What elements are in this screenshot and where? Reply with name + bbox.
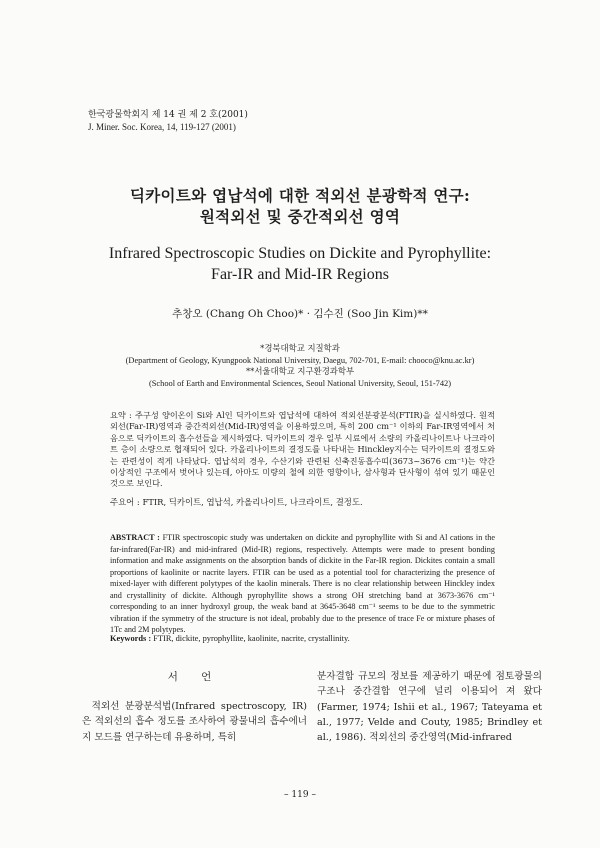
body-column-right	[317, 669, 542, 745]
introduction-paragraph-left: 적외선 분광분석법(Infrared spectroscopy, IR)은 적외선의 흡수 정도를 조사하여 광물내의 흡수에너지 모드를 연구하는데 유용하며, 특히	[82, 701, 307, 743]
english-abstract-text: FTIR spectroscopic study was undertaken on dickite and pyrophyllite with Si and Al cations in the far-infrared(Far-IR) and mid-infrared (Mid-IR) regions, respectively. Attempts were made to present bonding information and make assignments on the absorption bands of dickite in the Far-IR region. Dickites contain a small proportions of kaolinite or nacrite layers. FTIR can be used as a potential tool for characterizing the presence of mixed-layer with different polytypes of the kaolin minerals. There is no clear relationship between Hinckley index and crystallinity of dickite. Although pyrophyllite shows a strong OH stretching band at 3673-3676 cm⁻¹ corresponding to an inner hydroxyl group, the weak band at 3645-3648 cm⁻¹ seems to be due to the symmetric vibration if the symmetry of the structure is not ideal, probably due to the presence of trace Fe or mixture phases of 1Tc and 2M polytypes.	[110, 533, 496, 634]
affiliation-2-korean: **서울대학교 지구환경과학부	[245, 366, 355, 376]
korean-keywords-label: 주요어 :	[110, 497, 140, 507]
affiliations	[60, 343, 540, 389]
korean-title	[60, 185, 540, 227]
korean-abstract-label: 요약 :	[110, 410, 132, 420]
korean-keywords	[110, 496, 363, 508]
section-title-introduction: 서 언	[167, 671, 222, 683]
page-number: – 119 –	[284, 790, 316, 800]
affiliation-1-korean: *경북대학교 지질학과	[260, 343, 340, 353]
english-keywords-text: FTIR, dickite, pyrophyllite, kaolinite, nacrite, crystallinity.	[153, 634, 350, 643]
introduction-paragraph-right: 분자결합 규모의 정보를 제공하기 때문에 점토광물의 구조나 중간결합 연구에 널리 이용되어 져 왔다(Farmer, 1974; Ishii et al., 1967; Tateyama et al., 1977; Velde and Couty, 1985; Brindley et al., 1986). 적외선의 중간영역(Mid-infrared	[317, 671, 542, 744]
korean-keywords-text: FTIR, 딕카이트, 엽납석, 카올리나이트, 나크라이트, 결정도.	[142, 497, 363, 507]
journal-header	[88, 109, 248, 133]
english-keywords	[110, 634, 350, 643]
english-title	[60, 243, 540, 285]
journal-citation-english: J. Miner. Soc. Korea, 14, 119-127 (2001)	[88, 122, 236, 132]
korean-abstract	[110, 410, 495, 490]
english-abstract	[110, 532, 495, 636]
affiliation-2-english: (School of Earth and Environmental Sciences, Seoul National University, Seoul, 151-742)	[148, 378, 452, 388]
korean-title-line-2: 원적외선 및 중간적외선 영역	[199, 207, 401, 226]
affiliation-1-english: (Department of Geology, Kyungpook National University, Daegu, 702-701, E-mail: chooco@knu.ac.kr)	[125, 355, 475, 365]
korean-abstract-text: 주구성 양이온이 Si와 Al인 딕카이트와 엽납석에 대하여 적외선분광분석(FTIR)을 실시하였다. 원적외선(Far-IR)영역과 중간적외선(Mid-IR)영역을 이용하였으며, 특히 200 cm⁻¹ 이하의 Far-IR영역에서 처음으로 딕카이트의 흡수선들을 제시하였다. 딕카이트의 경우 일부 시료에서 소량의 카올리나이트나 나크라이트 층이 소량으로 협재되어 있다. 카올리나이트의 결정도를 나타내는 Hinckley지수는 딕카이트의 결정도와는 관련성이 적게 나타났다. 엽납석의 경우, 수산기와 관련된 신축진동흡수띠(3673~3676 cm⁻¹)는 약간 이상적인 구조에서 벗어나 있는데, 아마도 미량의 철에 의한 영향이나, 삼사형과 단사형이 섞여 있기 때문인 것으로 보인다.	[110, 410, 495, 489]
english-keywords-label: Keywords :	[110, 634, 152, 643]
english-title-line-1: Infrared Spectroscopic Studies on Dickite and Pyrophyllite:	[108, 245, 492, 262]
body-column-left	[82, 670, 307, 745]
english-abstract-label: ABSTRACT :	[110, 533, 160, 542]
korean-title-line-1: 딕카이트와 엽납석에 대한 적외선 분광학적 연구:	[130, 186, 470, 205]
journal-citation-korean: 한국광물학회지 제 14 권 제 2 호(2001)	[88, 110, 248, 120]
author-list: 추창오 (Chang Oh Choo)* · 김수진 (Soo Jin Kim)**	[172, 308, 428, 320]
english-title-line-2: Far-IR and Mid-IR Regions	[211, 266, 389, 283]
